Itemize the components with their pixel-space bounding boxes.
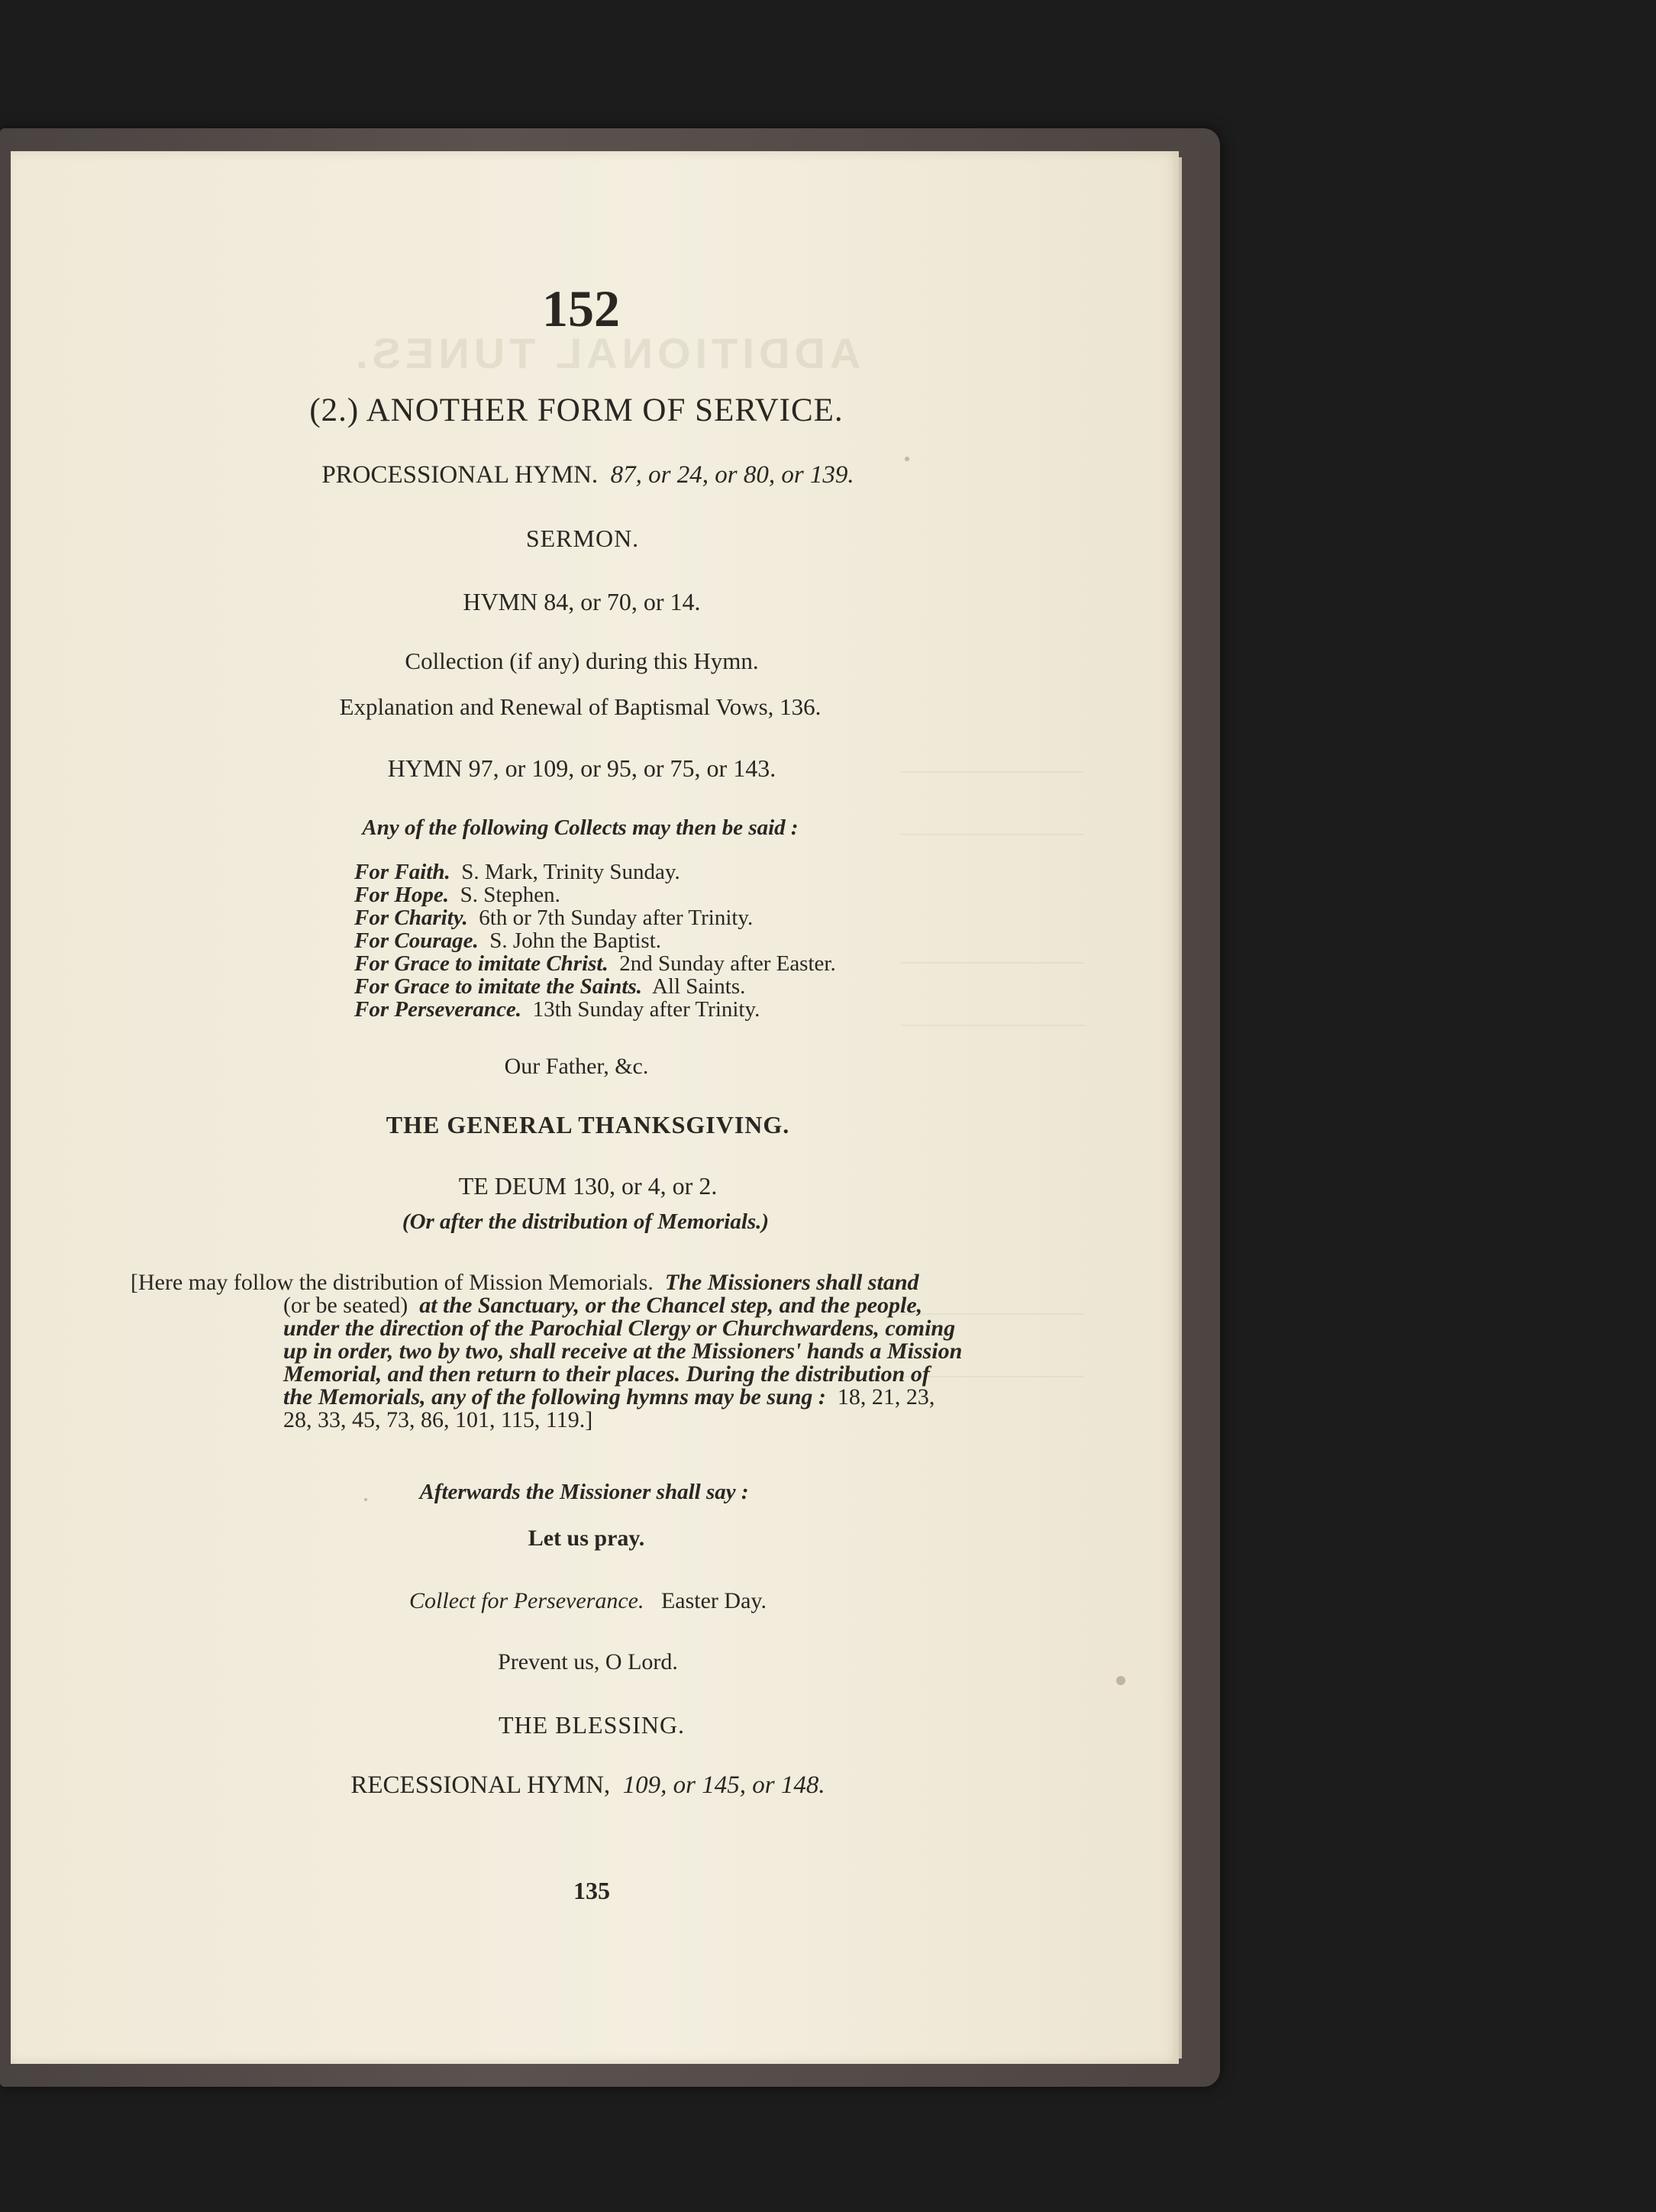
recessional-numbers: 109, or 145, or 148. <box>622 1771 825 1799</box>
collect-text: S. Mark, Trinity Sunday. <box>461 860 680 884</box>
collect-text: S. Stephen. <box>460 883 560 907</box>
collect-text: S. John the Baptist. <box>489 928 662 953</box>
rubric-line <box>131 1271 1039 1294</box>
let-us-pray: Let us pray. <box>528 1526 645 1551</box>
collect-row <box>354 883 836 906</box>
collect-text: 13th Sunday after Trinity. <box>532 997 760 1022</box>
page-number: 135 <box>573 1877 610 1904</box>
processional-label: PROCESSIONAL HYMN. <box>321 461 599 489</box>
rubric-text: [Here may follow the distribution of Mission Memorials. <box>131 1270 654 1295</box>
collect-label: For Faith. <box>354 860 450 884</box>
collect-label: For Grace to imitate Christ. <box>354 951 608 976</box>
paper-speck <box>1116 1676 1125 1685</box>
rubric-line: under the direction of the Parochial Clergy or Churchwardens, coming <box>283 1316 956 1341</box>
collect-label: For Grace to imitate the Saints. <box>354 974 643 999</box>
hymn-line-two: HYMN 97, or 109, or 95, or 75, or 143. <box>387 754 776 782</box>
page-heading-number: 152 <box>542 279 620 337</box>
general-thanksgiving: THE GENERAL THANKSGIVING. <box>386 1111 790 1138</box>
collect-label: For Courage. <box>354 928 479 953</box>
baptismal-vows-note: Explanation and Renewal of Baptismal Vows, 136. <box>339 693 822 720</box>
rubric-line <box>131 1386 1039 1409</box>
afterwards-rubric: Afterwards the Missioner shall say : <box>419 1480 749 1504</box>
collect-row <box>354 952 836 975</box>
collect-row <box>354 906 836 929</box>
our-father: Our Father, &c. <box>504 1054 649 1079</box>
service-title: (2.) ANOTHER FORM OF SERVICE. <box>309 392 844 428</box>
memorials-rubric <box>131 1271 1039 1432</box>
te-deum-note: (Or after the distribution of Memorials.) <box>402 1209 770 1234</box>
hymn-line-one: HVMN 84, or 70, or 14. <box>463 588 701 615</box>
rubric-line <box>131 1294 1039 1317</box>
te-deum: TE DEUM 130, or 4, or 2. <box>458 1172 718 1200</box>
collect-row <box>354 929 836 952</box>
collect-perseverance <box>409 1588 767 1614</box>
collects-intro: Any of the following Collects may then be said : <box>362 815 799 840</box>
rubric-italic: the Memorials, any of the following hymns may be sung : <box>283 1384 826 1410</box>
rubric-text: (or be seated) <box>283 1293 408 1318</box>
show-through-title: ADDITIONAL TUNES. <box>351 329 861 377</box>
rubric-text: 18, 21, 23, <box>837 1384 935 1410</box>
processional-numbers: 87, or 24, or 80, or 139. <box>610 461 854 489</box>
paper-speck <box>905 457 909 461</box>
collect-label: For Perseverance. <box>354 997 522 1022</box>
show-through-staff <box>901 771 1084 835</box>
collect-label: For Hope. <box>354 883 450 907</box>
collect-label: For Charity. <box>354 906 468 930</box>
paper-speck <box>364 1498 367 1501</box>
recessional-label: RECESSIONAL HYMN, <box>350 1771 611 1799</box>
rubric-line: up in order, two by two, shall receive at the Missioners' hands a Mission <box>283 1339 963 1364</box>
collect-text: All Saints. <box>651 974 746 999</box>
sermon-heading: SERMON. <box>525 525 640 552</box>
show-through-staff <box>901 962 1084 1026</box>
rubric-line: 28, 33, 45, 73, 86, 101, 115, 119.] <box>283 1407 593 1432</box>
collect-text: 2nd Sunday after Easter. <box>619 951 836 976</box>
prevent-us: Prevent us, O Lord. <box>498 1649 678 1674</box>
collect-text: 6th or 7th Sunday after Trinity. <box>479 906 754 930</box>
the-blessing: THE BLESSING. <box>498 1711 686 1739</box>
collect-row <box>354 998 836 1021</box>
collect-row <box>354 861 836 883</box>
rubric-italic: The Missioners shall stand <box>664 1270 919 1295</box>
collect-perseverance-text: Easter Day. <box>660 1588 767 1613</box>
rubric-italic: at the Sanctuary, or the Chancel step, and the people, <box>419 1293 923 1318</box>
processional-hymn <box>321 461 854 489</box>
collection-note: Collection (if any) during this Hymn. <box>405 647 759 674</box>
collect-row <box>354 975 836 998</box>
collect-perseverance-label: Collect for Perseverance. <box>409 1588 644 1613</box>
recessional-hymn <box>350 1771 825 1800</box>
rubric-line: Memorial, and then return to their places. During the distribution of <box>283 1361 930 1387</box>
collects-list <box>354 861 836 1021</box>
